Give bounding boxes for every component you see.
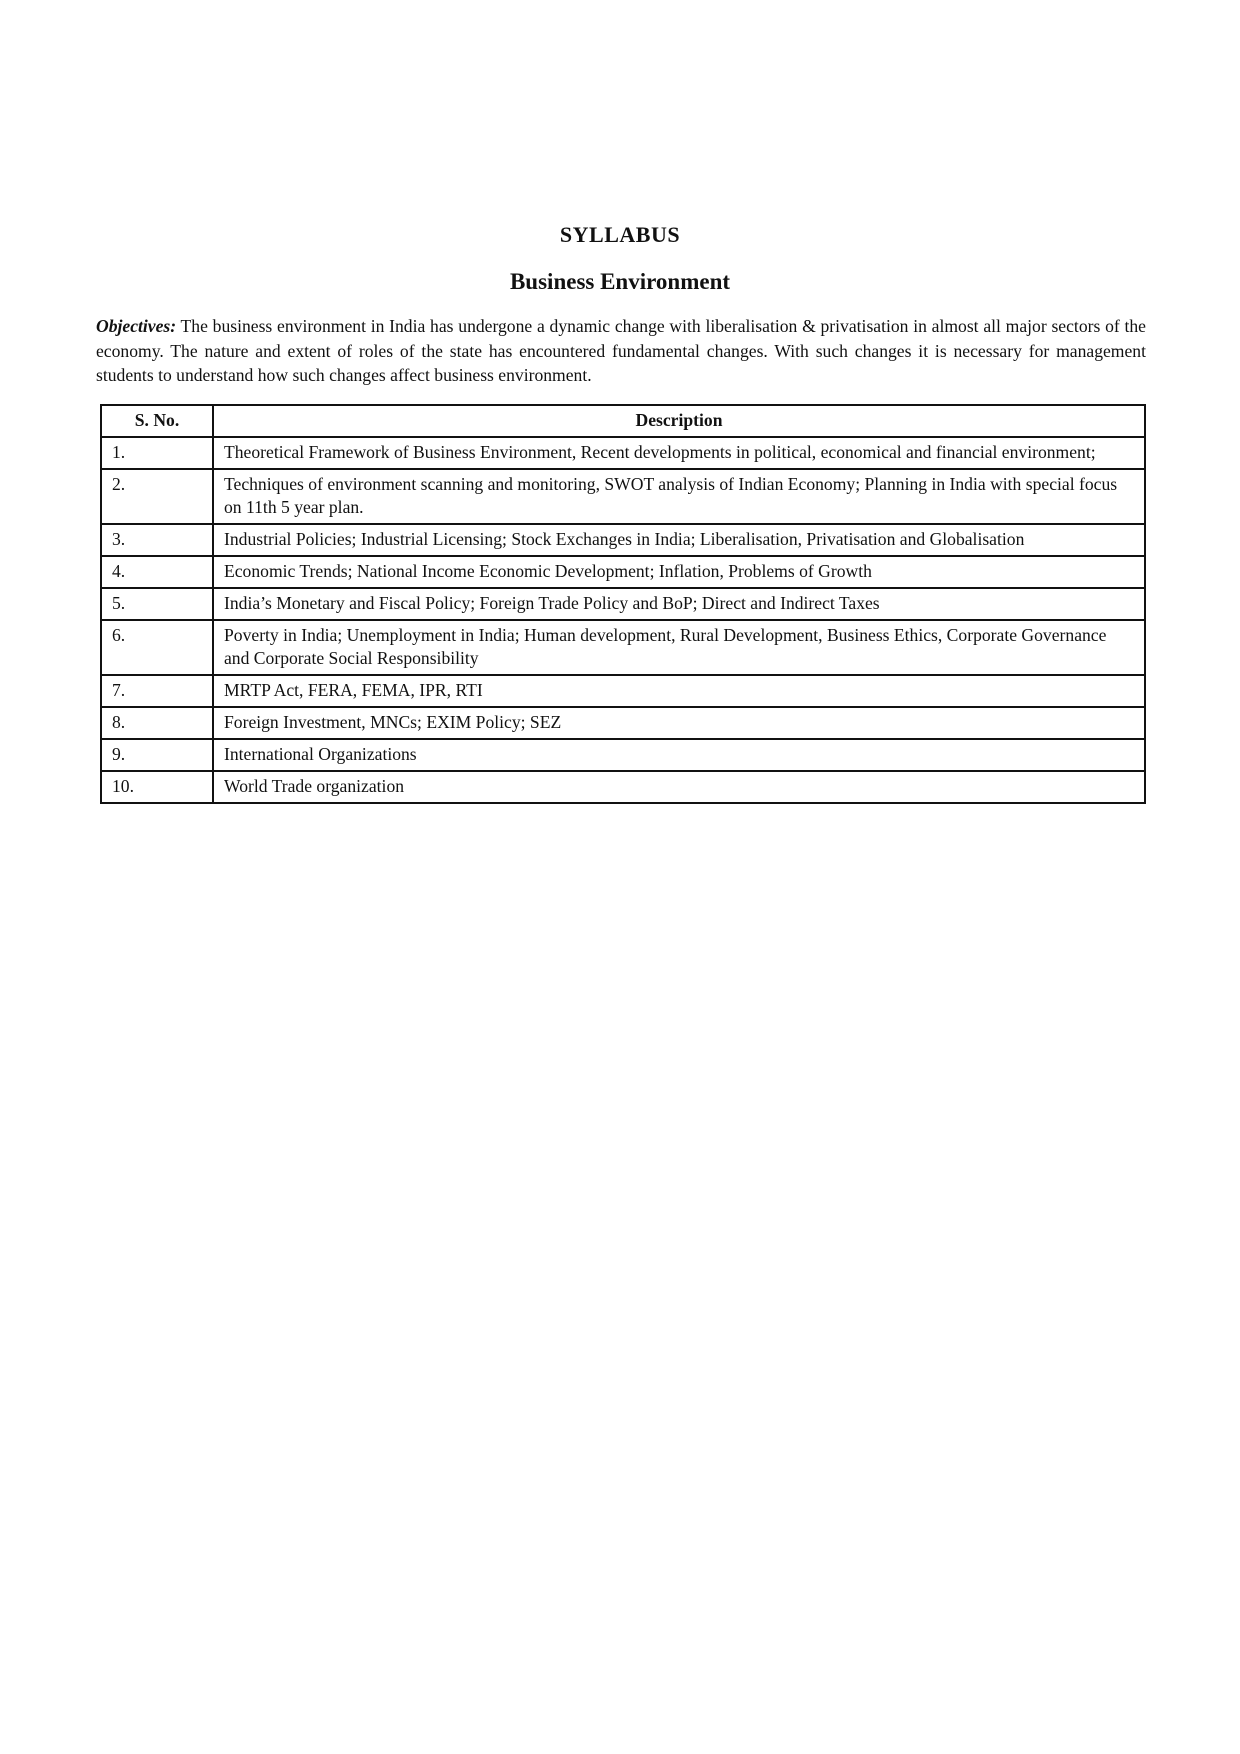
row-description: World Trade organization <box>213 771 1145 803</box>
row-description: Foreign Investment, MNCs; EXIM Policy; SEZ <box>213 707 1145 739</box>
table-row <box>101 707 1145 739</box>
row-description: Industrial Policies; Industrial Licensing; Stock Exchanges in India; Liberalisation, Privatisation and Globalisation <box>213 524 1145 556</box>
objectives-paragraph <box>96 314 1146 388</box>
row-description: International Organizations <box>213 739 1145 771</box>
objectives-text: The business environment in India has undergone a dynamic change with liberalisation & privatisation in almost all major sectors of the economy. The nature and extent of roles of the state has encountered fundamental changes. With such changes it is necessary for management students to understand how such changes affect business environment. <box>96 316 1146 385</box>
column-header-description: Description <box>213 405 1145 437</box>
row-sno: 9. <box>101 739 213 771</box>
page-subtitle: Business Environment <box>509 269 731 294</box>
row-sno: 5. <box>101 588 213 620</box>
table-row <box>101 739 1145 771</box>
table-row <box>101 675 1145 707</box>
table-row <box>101 588 1145 620</box>
table-header-row <box>101 405 1145 437</box>
table-row <box>101 771 1145 803</box>
row-description: Poverty in India; Unemployment in India; Human development, Rural Development, Business Ethics, Corporate Governance and Corporate Social Responsibility <box>213 620 1145 675</box>
row-description: MRTP Act, FERA, FEMA, IPR, RTI <box>213 675 1145 707</box>
syllabus-table <box>100 404 1146 804</box>
row-sno: 2. <box>101 469 213 524</box>
row-sno: 1. <box>101 437 213 469</box>
row-description: Techniques of environment scanning and monitoring, SWOT analysis of Indian Economy; Planning in India with special focus on 11th 5 year plan. <box>213 469 1145 524</box>
row-sno: 6. <box>101 620 213 675</box>
row-description: India’s Monetary and Fiscal Policy; Foreign Trade Policy and BoP; Direct and Indirect Taxes <box>213 588 1145 620</box>
row-sno: 7. <box>101 675 213 707</box>
row-sno: 8. <box>101 707 213 739</box>
table-row <box>101 524 1145 556</box>
page-title: SYLLABUS <box>559 222 681 247</box>
row-sno: 4. <box>101 556 213 588</box>
row-sno: 3. <box>101 524 213 556</box>
table-row <box>101 556 1145 588</box>
objectives-label: Objectives: <box>96 316 177 336</box>
column-header-sno: S. No. <box>101 405 213 437</box>
table-row <box>101 469 1145 524</box>
row-description: Economic Trends; National Income Economic Development; Inflation, Problems of Growth <box>213 556 1145 588</box>
table-row <box>101 620 1145 675</box>
table-row <box>101 437 1145 469</box>
row-sno: 10. <box>101 771 213 803</box>
row-description: Theoretical Framework of Business Environment, Recent developments in political, economical and financial environment; <box>213 437 1145 469</box>
